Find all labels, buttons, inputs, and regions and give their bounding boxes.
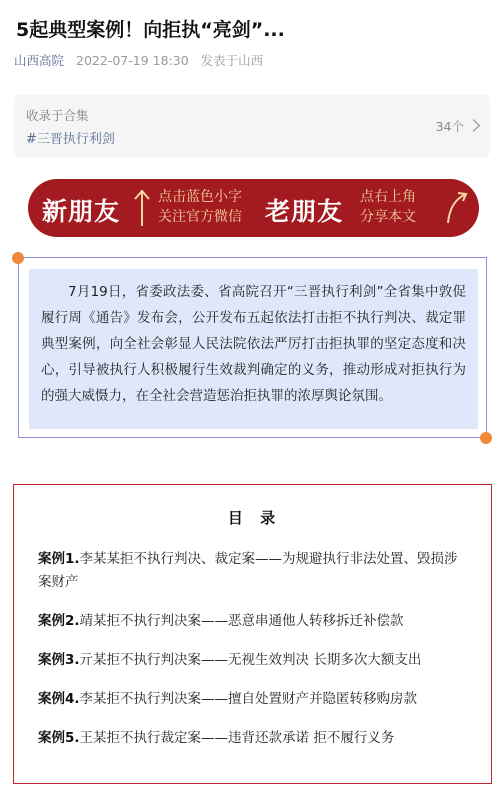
chevron-right-icon bbox=[467, 119, 480, 132]
curved-arrow-icon bbox=[444, 189, 470, 227]
toc-item bbox=[38, 649, 471, 672]
article-meta bbox=[14, 51, 263, 69]
publish-location: 发表于山西 bbox=[200, 53, 264, 68]
toc-item bbox=[38, 610, 471, 633]
account-name-link[interactable]: 山西高院 bbox=[14, 53, 65, 68]
table-of-contents bbox=[13, 484, 492, 784]
toc-item-case: 案例3. bbox=[38, 652, 80, 668]
frame-dot-bottom-right bbox=[480, 432, 492, 444]
intro-box bbox=[29, 269, 478, 429]
new-friend-line1: 点击蓝色小字 bbox=[158, 189, 242, 205]
toc-item-case: 案例4. bbox=[38, 691, 80, 707]
toc-item-text: 李某拒不执行判决案——擅自处置财产并隐匿转移购房款 bbox=[79, 691, 418, 707]
new-friend-label: 新朋友 bbox=[42, 197, 121, 226]
old-friend-line1: 点右上角 bbox=[360, 189, 416, 205]
toc-item-text: 靖某拒不执行判决案——恶意串通他人转移拆迁补偿款 bbox=[79, 613, 404, 629]
toc-title: 目 录 bbox=[227, 509, 282, 527]
toc-item-text: 王某拒不执行裁定案——违背还款承诺 拒不履行义务 bbox=[79, 730, 395, 746]
toc-item-case: 案例1. bbox=[38, 551, 80, 567]
arrow-up-icon bbox=[132, 188, 152, 228]
collection-card[interactable] bbox=[14, 95, 490, 157]
new-friend-line2: 关注官方微信 bbox=[158, 209, 242, 225]
collection-label: 收录于合集 bbox=[26, 108, 89, 123]
toc-item-case: 案例5. bbox=[38, 730, 80, 746]
intro-paragraph: 7月19日，省委政法委、省高院召开“三晋执行利剑”全省集中敦促履行周《通告》发布会，公开发布五起依法打击拒不执行判决、裁定罪典型案例，向全社会彰显人民法院依法严厉打击拒执罪的坚定态度和决心，引导被执行人积极履行生效裁判确定的义务，推动形成对拒执行为的强大威慑力，在全社会营造惩治拒执罪的浓厚舆论氛围。 bbox=[41, 284, 466, 404]
toc-item-case: 案例2. bbox=[38, 613, 80, 629]
toc-item bbox=[38, 688, 471, 711]
old-friend-label: 老朋友 bbox=[265, 197, 344, 226]
collection-count: 34个 bbox=[435, 119, 464, 134]
frame-dot-top-left bbox=[12, 252, 24, 264]
old-friend-line2: 分享本文 bbox=[360, 209, 416, 225]
toc-item-text: 亓某拒不执行判决案——无视生效判决 长期多次大额支出 bbox=[79, 652, 422, 668]
toc-item-text: 李某某拒不执行判决、裁定案——为规避执行非法处置、毁损涉案财产 bbox=[38, 551, 458, 590]
toc-item bbox=[38, 548, 471, 594]
toc-item bbox=[38, 727, 471, 750]
follow-share-banner bbox=[28, 179, 479, 237]
article-title: 5起典型案例！向拒执“亮剑”... bbox=[16, 19, 285, 41]
collection-tag-link[interactable]: #三晋执行利剑 bbox=[26, 132, 115, 147]
publish-date: 2022-07-19 18:30 bbox=[76, 53, 189, 68]
